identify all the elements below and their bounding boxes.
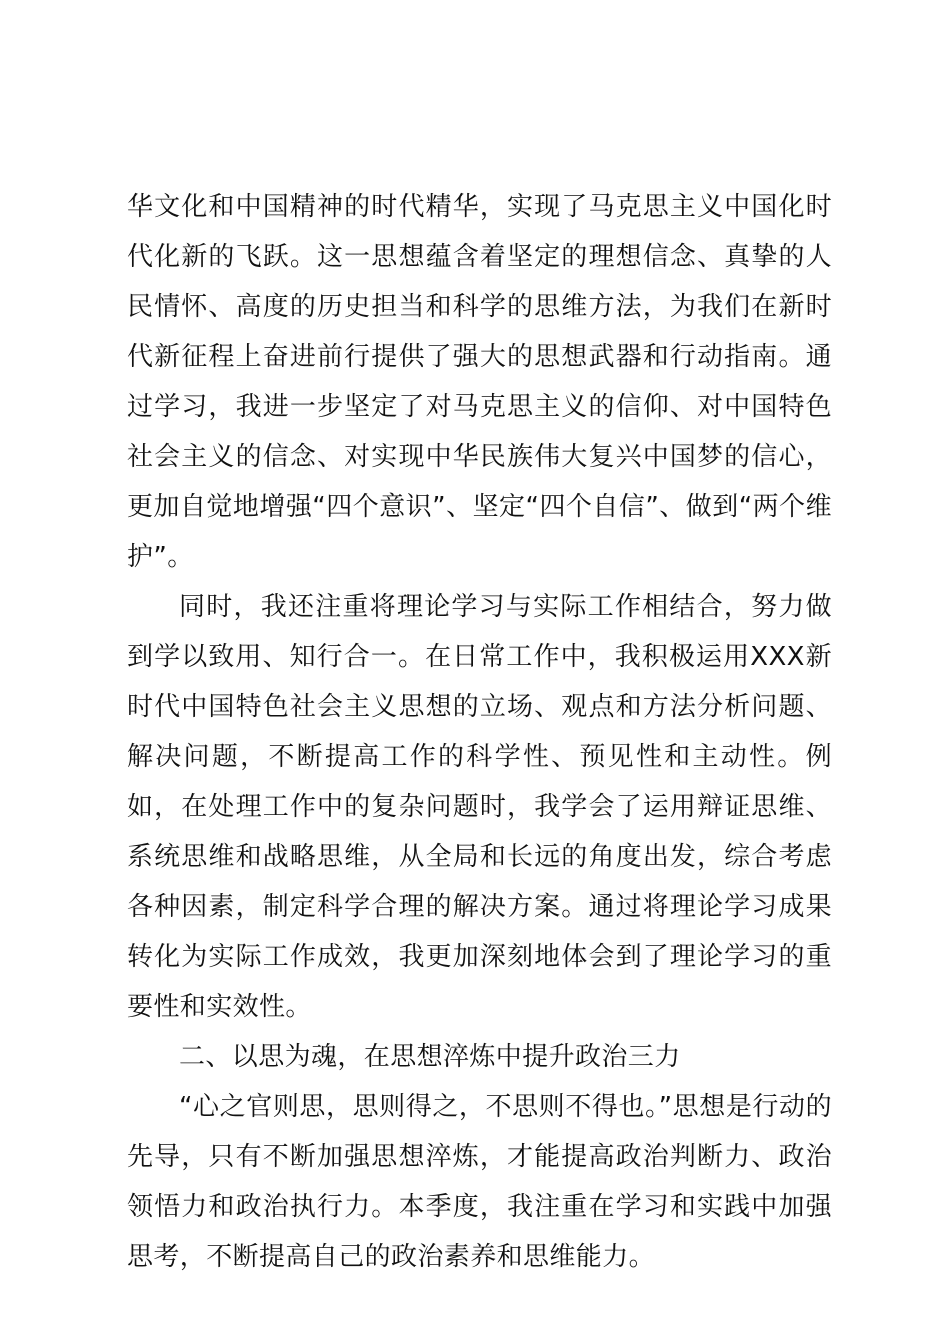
document-body — [127, 182, 832, 1282]
paragraph-thought-tempering: “心之官则思，思则得之，不思则不得也。”思想是行动的先导，只有不断加强思想淬炼，才能提高政治判断力、政治领悟力和政治执行力。本季度，我注重在学习和实践中加强思考，不断提高自己的政治素养和思维能力。 — [127, 1092, 832, 1272]
paragraph-continuation: 华文化和中国精神的时代精华，实现了马克思主义中国化时代化新的飞跃。这一思想蕴含着坚定的理想信念、真挚的人民情怀、高度的历史担当和科学的思维方法，为我们在新时代新征程上奋进前行提供了强大的思想武器和行动指南。通过学习，我进一步坚定了对马克思主义的信仰、对中国特色社会主义的信念、对实现中华民族伟大复兴中国梦的信心，更加自觉地增强“四个意识”、坚定“四个自信”、做到“两个维护”。 — [127, 192, 832, 572]
paragraph-theory-practice: 同时，我还注重将理论学习与实际工作相结合，努力做到学以致用、知行合一。在日常工作中，我积极运用XXX新时代中国特色社会主义思想的立场、观点和方法分析问题、解决问题，不断提高工作的科学性、预见性和主动性。例如，在处理工作中的复杂问题时，我学会了运用辩证思维、系统思维和战略思维，从全局和长远的角度出发，综合考虑各种因素，制定科学合理的解决方案。通过将理论学习成果转化为实际工作成效，我更加深刻地体会到了理论学习的重要性和实效性。 — [127, 592, 832, 1022]
section-heading: 二、以思为魂，在思想淬炼中提升政治三力 — [179, 1042, 681, 1072]
